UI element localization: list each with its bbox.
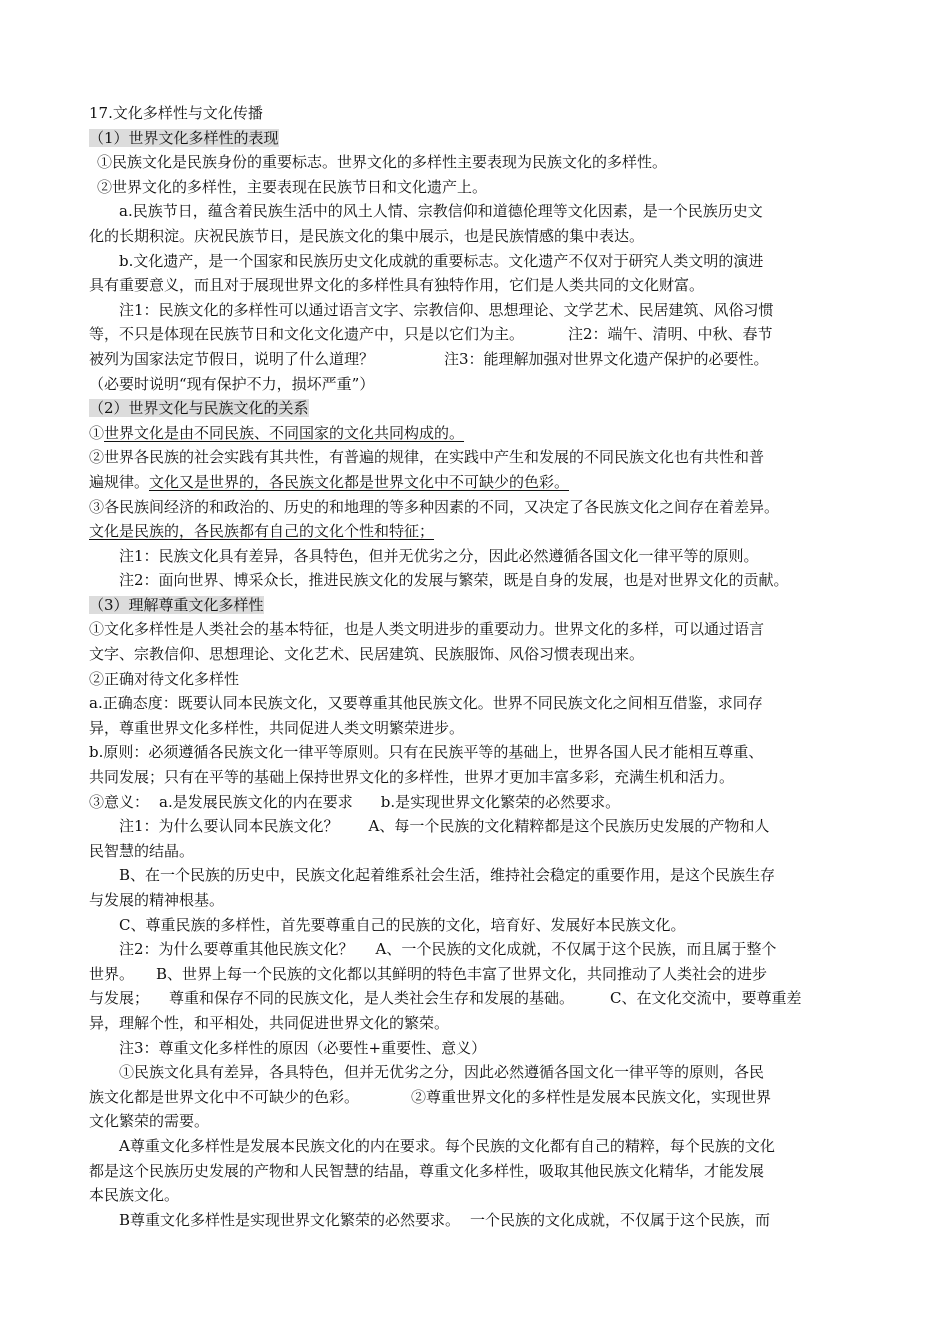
text-segment: ①文化多样性是人类社会的基本特征，也是人类文明进步的重要动力。世界文化的多样，可以通过语言 [89, 620, 765, 639]
text-segment: B尊重文化多样性是实现世界文化繁荣的必然要求。 [119, 1210, 461, 1229]
text-line [89, 617, 861, 642]
text-segment: a.是发展民族文化的内在要求 [159, 792, 353, 811]
text-segment: B、在一个民族的历史中，民族文化起着维系社会生活，维持社会稳定的重要作用，是这个民族生存 [119, 866, 776, 885]
text-segment: C、在文化交流中，要尊重差 [610, 989, 802, 1008]
section-heading: （3）理解尊重文化多样性 [89, 595, 264, 614]
text-line [89, 1060, 861, 1085]
text-segment: 注3：尊重文化多样性的原因（必要性+重要性、意义） [119, 1038, 487, 1057]
text-line [89, 716, 861, 741]
text-segment: a.正确态度：既要认同本民族文化，又要尊重其他民族文化。世界不同民族文化之间相互借鉴，求同存 [89, 694, 763, 713]
text-segment: 与发展； [89, 989, 150, 1008]
text-line [89, 863, 861, 888]
text-line [89, 470, 861, 495]
text-segment: b.原则：必须遵循各民族文化一律平等原则。只有在民族平等的基础上，世界各国人民才能相互尊重、 [89, 743, 764, 762]
underlined-text: 文化又是世界的，各民族文化都是世界文化中不可缺少的色彩。 [149, 472, 570, 491]
text-line [89, 322, 861, 347]
text-segment: A尊重文化多样性是发展本民族文化的内在要求。每个民族的文化都有自己的精粹，每个民族的文化 [119, 1136, 775, 1155]
text-segment: 等，不只是体现在民族节日和文化文化遗产中，只是以它们为主。 [89, 325, 525, 344]
text-line [89, 150, 861, 175]
text-segment: （必要时说明“现有保护不力，损坏严重”） [89, 374, 375, 393]
text-line [89, 740, 861, 765]
text-segment: 具有重要意义，而且对于展现世界文化的多样性具有独特作用，它们是人类共同的文化财富。 [89, 276, 705, 295]
text-segment: A、一个民族的文化成就，不仅属于这个民族，而且属于整个 [375, 940, 777, 959]
text-segment: B、世界上每一个民族的文化都以其鲜明的特色丰富了世界文化，共同推动了人类社会的进步 [156, 964, 768, 983]
text-segment: b.是实现世界文化繁荣的必然要求。 [380, 792, 621, 811]
text-segment: 文字、宗教信仰、思想理论、文化艺术、民居建筑、民族服饰、风俗习惯表现出来。 [89, 645, 645, 664]
text-segment: C、尊重民族的多样性，首先要尊重自己的民族的文化，培育好、发展好本民族文化。 [119, 915, 686, 934]
text-line [89, 962, 861, 987]
text-segment: 文化繁荣的需要。 [89, 1112, 210, 1131]
text-segment: ① [89, 423, 105, 442]
text-segment: ③各民族间经济的和政治的、历史的和地理的等多种因素的不同，又决定了各民族文化之间存在着差异。 [89, 497, 780, 516]
text-segment: 化的长期积淀。庆祝民族节日，是民族文化的集中展示，也是民族情感的集中表达。 [89, 226, 645, 245]
text-segment: a.民族节日，蕴含着民族生活中的风土人情、宗教信仰和道德伦理等文化因素，是一个民族历史文 [119, 202, 763, 221]
document-page [89, 101, 861, 1232]
section-heading: （1）世界文化多样性的表现 [89, 128, 279, 147]
text-line [89, 888, 861, 913]
text-segment: ①民族文化是民族身份的重要标志。世界文化的多样性主要表现为民族文化的多样性。 [97, 153, 668, 172]
text-segment: A、每一个民族的文化精粹都是这个民族历史发展的产物和人 [368, 817, 770, 836]
text-line [89, 1085, 861, 1110]
underlined-text: 文化是民族的，各民族都有自己的文化个性和特征； [89, 522, 435, 541]
text-line [89, 273, 861, 298]
text-line [89, 421, 861, 446]
text-segment: b.文化遗产，是一个国家和民族历史文化成就的重要标志。文化遗产不仅对于研究人类文明的演进 [119, 251, 764, 270]
text-line [89, 298, 861, 323]
text-segment: 17.文化多样性与文化传播 [89, 104, 263, 122]
text-segment: ③意义： [89, 792, 150, 811]
text-segment: 注1：为什么要认同本民族文化？ [119, 817, 339, 836]
text-segment: 异，理解个性，和平相处，共同促进世界文化的繁荣。 [89, 1013, 450, 1032]
text-segment: 与发展的精神根基。 [89, 891, 225, 909]
text-line [89, 667, 861, 692]
text-segment: 民智慧的结晶。 [89, 841, 195, 860]
text-segment: 注2：端午、清明、中秋、春节 [568, 325, 773, 344]
text-line [89, 1134, 861, 1159]
text-line [89, 765, 861, 790]
text-line [89, 790, 861, 815]
text-line [89, 1208, 861, 1233]
text-line [89, 544, 861, 569]
text-segment: 异，尊重世界文化多样性，共同促进人类文明繁荣进步。 [89, 718, 465, 737]
text-line [89, 495, 861, 520]
text-line [89, 691, 861, 716]
text-segment: 注2：为什么要尊重其他民族文化？ [119, 940, 354, 959]
section-heading: （2）世界文化与民族文化的关系 [89, 399, 309, 418]
text-line [89, 519, 861, 544]
text-segment: 一个民族的文化成就，不仅属于这个民族，而 [470, 1210, 771, 1229]
text-line [89, 839, 861, 864]
text-segment: ②世界各民族的社会实践有其共性，有普遍的规律，在实践中产生和发展的不同民族文化也有共性和普 [89, 448, 765, 467]
text-line [89, 249, 861, 274]
text-segment: 共同发展；只有在平等的基础上保持世界文化的多样性，世界才更加丰富多彩，充满生机和活力。 [89, 768, 735, 787]
text-line [89, 642, 861, 667]
text-segment: 注1：民族文化的多样性可以通过语言文字、宗教信仰、思想理论、文学艺术、民居建筑、风俗习惯 [119, 300, 774, 319]
underlined-text: 世界文化是由不同民族、不同国家的文化共同构成的。 [104, 423, 465, 442]
text-line [89, 1159, 861, 1184]
text-line [89, 347, 861, 372]
text-line [89, 126, 861, 151]
text-line [89, 1183, 861, 1208]
text-segment: 本民族文化。 [89, 1186, 180, 1205]
text-line [89, 1011, 861, 1036]
text-line [89, 445, 861, 470]
text-line [89, 372, 861, 397]
text-line [89, 814, 861, 839]
text-segment: ②世界文化的多样性，主要表现在民族节日和文化遗产上。 [97, 177, 488, 196]
text-segment: ①民族文化具有差异，各具特色，但并无优劣之分，因此必然遵循各国文化一律平等的原则，各民 [119, 1063, 765, 1082]
text-segment: 遍规律。 [89, 472, 150, 491]
text-segment: 被列为国家法定节假日，说明了什么道理？ [89, 349, 375, 368]
text-line [89, 986, 861, 1011]
text-line [89, 913, 861, 938]
text-segment: 族文化都是世界文化中不可缺少的色彩。 [89, 1087, 360, 1106]
text-segment: 注1：民族文化具有差异，各具特色，但并无优劣之分，因此必然遵循各国文化一律平等的原则。 [119, 546, 759, 565]
text-line [89, 1109, 861, 1134]
text-segment: 都是这个民族历史发展的产物和人民智慧的结晶，尊重文化多样性，吸取其他民族文化精华，才能发展 [89, 1161, 765, 1180]
text-line [89, 593, 861, 618]
text-line [89, 568, 861, 593]
text-segment: 尊重和保存不同的民族文化，是人类社会生存和发展的基础。 [169, 989, 575, 1008]
text-line [89, 101, 861, 126]
text-segment: ②尊重世界文化的多样性是发展本民族文化，实现世界 [411, 1087, 772, 1106]
text-line [89, 937, 861, 962]
text-line [89, 199, 861, 224]
text-segment: 注3：能理解加强对世界文化遗产保护的必要性。 [444, 349, 769, 368]
text-line [89, 396, 861, 421]
text-line [89, 175, 861, 200]
text-segment: ②正确对待文化多样性 [89, 669, 240, 688]
text-line [89, 224, 861, 249]
text-segment: 世界。 [89, 964, 135, 983]
text-line [89, 1036, 861, 1061]
text-segment: 注2：面向世界、博采众长，推进民族文化的发展与繁荣，既是自身的发展，也是对世界文化的贡献。 [119, 571, 789, 590]
